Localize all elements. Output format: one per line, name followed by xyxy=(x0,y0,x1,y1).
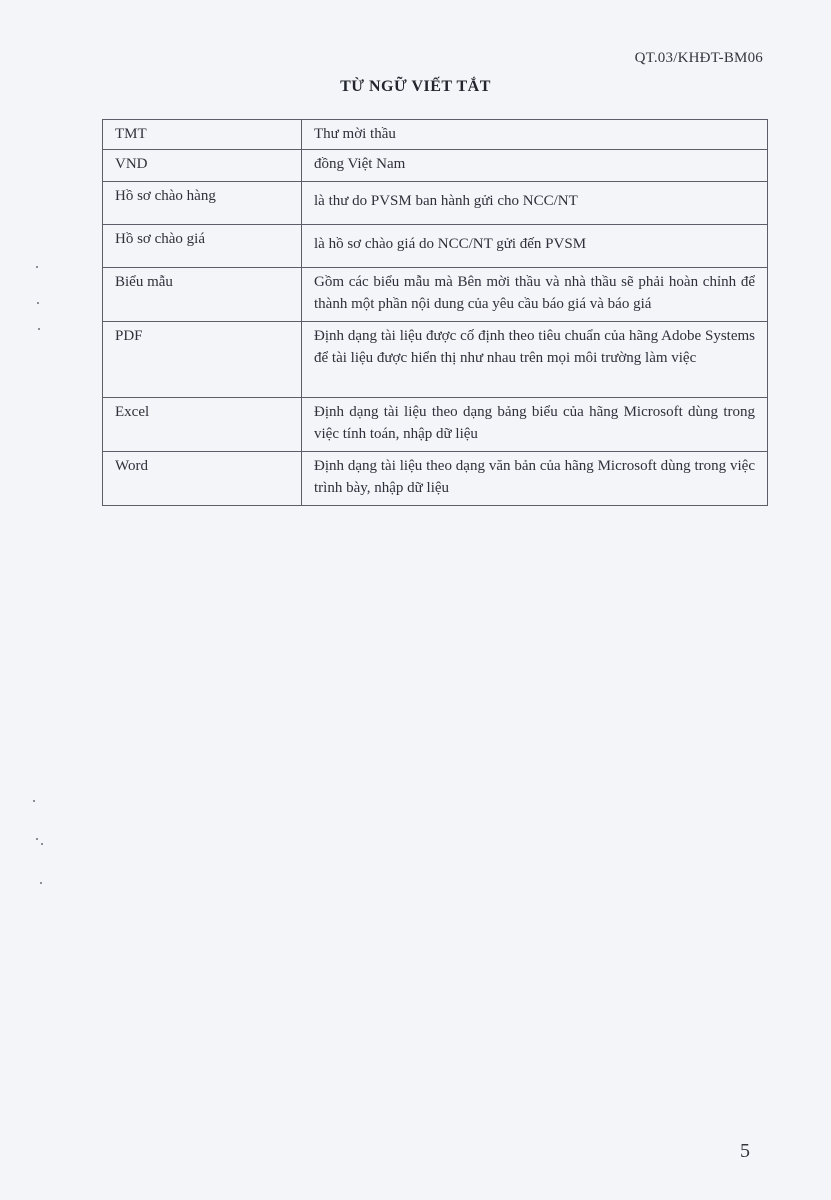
scan-speck xyxy=(38,328,40,330)
scan-speck xyxy=(36,266,38,268)
table-row xyxy=(103,182,768,225)
abbreviation-term: TMT xyxy=(103,120,302,150)
abbreviation-definition: Thư mời thầu xyxy=(302,120,768,150)
abbreviation-definition: Gồm các biểu mẫu mà Bên mời thầu và nhà thầu sẽ phải hoàn chỉnh để thành một phần nội dung của yêu cầu báo giá và báo giá xyxy=(302,268,768,322)
scan-speck xyxy=(40,882,42,884)
page-number: 5 xyxy=(740,1140,750,1162)
document-code: QT.03/KHĐT-BM06 xyxy=(634,50,763,66)
table-row xyxy=(103,398,768,452)
table-row xyxy=(103,225,768,268)
abbreviation-term: PDF xyxy=(103,322,302,398)
abbreviation-definition: Định dạng tài liệu được cố định theo tiêu chuẩn của hãng Adobe Systems để tài liệu được hiển thị như nhau trên mọi môi trường làm việc xyxy=(302,322,768,398)
page-title: TỪ NGỮ VIẾT TẮT xyxy=(340,78,491,95)
abbreviation-term: Excel xyxy=(103,398,302,452)
abbreviation-term: Hồ sơ chào giá xyxy=(103,225,302,268)
abbreviation-definition: đồng Việt Nam xyxy=(302,150,768,182)
scan-speck xyxy=(37,302,39,304)
scan-speck xyxy=(33,800,35,802)
scan-speck xyxy=(36,838,38,840)
table-row xyxy=(103,268,768,322)
table-row xyxy=(103,322,768,398)
abbreviations-table xyxy=(102,119,768,506)
abbreviation-term: VND xyxy=(103,150,302,182)
abbreviation-definition: là hồ sơ chào giá do NCC/NT gửi đến PVSM xyxy=(302,225,768,268)
abbreviation-term: Biểu mẫu xyxy=(103,268,302,322)
abbreviation-term: Word xyxy=(103,452,302,506)
table-row xyxy=(103,120,768,150)
scan-speck xyxy=(41,843,43,845)
table-row xyxy=(103,452,768,506)
abbreviation-definition: Định dạng tài liệu theo dạng văn bản của hãng Microsoft dùng trong việc trình bày, nhập dữ liệu xyxy=(302,452,768,506)
abbreviation-definition: là thư do PVSM ban hành gửi cho NCC/NT xyxy=(302,182,768,225)
table-row xyxy=(103,150,768,182)
abbreviation-definition: Định dạng tài liệu theo dạng bảng biểu của hãng Microsoft dùng trong việc tính toán, nhập dữ liệu xyxy=(302,398,768,452)
abbreviation-term: Hồ sơ chào hàng xyxy=(103,182,302,225)
